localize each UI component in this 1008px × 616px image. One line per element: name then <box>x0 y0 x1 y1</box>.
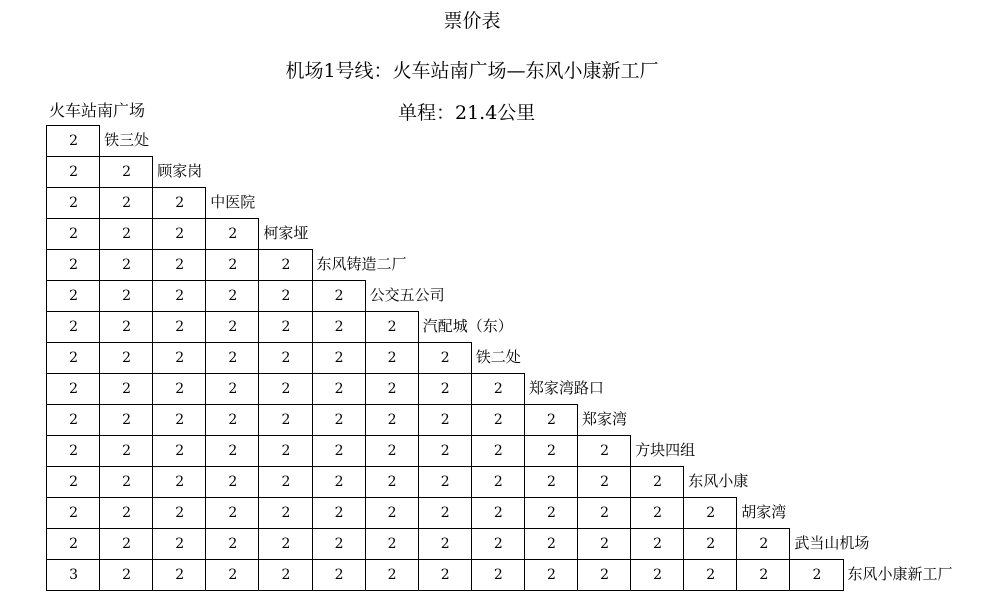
fare-cell: 2 <box>46 311 100 343</box>
fare-cell: 2 <box>99 404 153 436</box>
fare-cell: 2 <box>365 497 419 529</box>
station-label-origin: 火车站南广场 <box>49 101 146 120</box>
fare-cell: 2 <box>258 311 312 343</box>
route-name: 机场1号线：火车站南广场—东风小康新工厂 <box>285 60 659 82</box>
fare-cell: 2 <box>683 497 737 529</box>
fare-cell: 2 <box>471 497 525 529</box>
fare-cell: 2 <box>205 280 259 312</box>
fare-cell: 2 <box>152 435 206 467</box>
fare-cell: 2 <box>205 373 259 405</box>
fare-cell: 2 <box>258 404 312 436</box>
fare-cell: 2 <box>46 187 100 219</box>
fare-cell: 2 <box>312 528 366 560</box>
fare-cell: 2 <box>418 497 472 529</box>
fare-cell: 2 <box>152 373 206 405</box>
fare-cell: 2 <box>365 342 419 374</box>
fare-cell: 2 <box>577 466 631 498</box>
fare-cell: 2 <box>418 342 472 374</box>
fare-cell: 2 <box>258 249 312 281</box>
fare-cell: 2 <box>365 466 419 498</box>
station-label: 东风小康新工厂 <box>843 559 953 591</box>
fare-cell: 2 <box>46 218 100 250</box>
station-label: 东风小康 <box>683 466 748 497</box>
fare-cell: 2 <box>258 280 312 312</box>
fare-cell: 2 <box>46 435 100 467</box>
fare-cell: 2 <box>365 404 419 436</box>
station-label: 公交五公司 <box>365 280 445 311</box>
station-label: 柯家垭 <box>258 218 308 249</box>
fare-cell: 2 <box>99 187 153 219</box>
fare-cell: 2 <box>152 249 206 281</box>
fare-cell: 2 <box>152 528 206 560</box>
fare-cell: 2 <box>524 559 578 591</box>
fare-cell: 2 <box>258 342 312 374</box>
fare-cell: 2 <box>99 466 153 498</box>
station-label: 东风铸造二厂 <box>312 249 407 280</box>
fare-cell: 2 <box>205 559 259 591</box>
fare-cell: 2 <box>471 528 525 560</box>
fare-cell: 2 <box>205 466 259 498</box>
fare-cell: 2 <box>99 311 153 343</box>
fare-cell: 2 <box>365 528 419 560</box>
fare-cell: 2 <box>258 559 312 591</box>
fare-cell: 2 <box>312 373 366 405</box>
fare-cell: 2 <box>471 404 525 436</box>
fare-cell: 2 <box>365 311 419 343</box>
fare-cell: 2 <box>524 466 578 498</box>
fare-cell: 2 <box>471 435 525 467</box>
fare-cell: 2 <box>524 404 578 436</box>
fare-cell: 2 <box>152 280 206 312</box>
fare-cell: 2 <box>99 249 153 281</box>
fare-cell: 2 <box>152 559 206 591</box>
fare-cell: 2 <box>258 466 312 498</box>
fare-cell: 2 <box>630 559 684 591</box>
fare-cell: 2 <box>152 187 206 219</box>
fare-cell: 2 <box>365 373 419 405</box>
fare-cell: 2 <box>258 373 312 405</box>
fare-cell: 2 <box>205 528 259 560</box>
fare-cell: 2 <box>683 528 737 560</box>
fare-cell: 2 <box>524 528 578 560</box>
fare-cell: 2 <box>46 373 100 405</box>
fare-cell: 2 <box>312 435 366 467</box>
fare-cell: 2 <box>312 466 366 498</box>
fare-cell: 3 <box>46 559 100 591</box>
fare-cell: 2 <box>205 435 259 467</box>
fare-cell: 2 <box>46 280 100 312</box>
fare-cell: 2 <box>630 466 684 498</box>
fare-cell: 2 <box>46 528 100 560</box>
fare-cell: 2 <box>99 373 153 405</box>
station-label: 郑家湾路口 <box>524 373 604 404</box>
fare-cell: 2 <box>312 559 366 591</box>
fare-cell: 2 <box>471 373 525 405</box>
fare-cell: 2 <box>152 218 206 250</box>
station-label: 武当山机场 <box>789 528 869 559</box>
station-label: 顾家岗 <box>152 156 202 187</box>
fare-cell: 2 <box>46 249 100 281</box>
station-label: 铁三处 <box>99 125 149 156</box>
fare-cell: 2 <box>524 435 578 467</box>
fare-cell: 2 <box>418 435 472 467</box>
fare-cell: 2 <box>46 466 100 498</box>
fare-cell: 2 <box>258 435 312 467</box>
fare-cell: 2 <box>152 342 206 374</box>
fare-cell: 2 <box>418 466 472 498</box>
distance-label: 单程：21.4公里 <box>398 102 536 124</box>
fare-cell: 2 <box>99 528 153 560</box>
fare-cell: 2 <box>99 559 153 591</box>
fare-cell: 2 <box>99 342 153 374</box>
fare-cell: 2 <box>312 280 366 312</box>
fare-cell: 2 <box>205 342 259 374</box>
fare-cell: 2 <box>312 497 366 529</box>
fare-cell: 2 <box>152 497 206 529</box>
station-label: 方块四组 <box>630 435 695 466</box>
fare-cell: 2 <box>471 559 525 591</box>
fare-cell: 2 <box>46 404 100 436</box>
fare-cell: 2 <box>577 559 631 591</box>
fare-cell: 2 <box>152 404 206 436</box>
fare-cell: 2 <box>46 342 100 374</box>
fare-cell: 2 <box>99 156 153 188</box>
fare-cell: 2 <box>152 311 206 343</box>
fare-cell: 2 <box>205 311 259 343</box>
fare-cell: 2 <box>736 559 790 591</box>
fare-cell: 2 <box>630 497 684 529</box>
fare-cell: 2 <box>99 497 153 529</box>
fare-cell: 2 <box>205 497 259 529</box>
fare-cell: 2 <box>577 435 631 467</box>
fare-cell: 2 <box>524 497 578 529</box>
fare-cell: 2 <box>205 218 259 250</box>
fare-cell: 2 <box>312 342 366 374</box>
station-label: 中医院 <box>205 187 255 218</box>
fare-cell: 2 <box>152 466 206 498</box>
fare-cell: 2 <box>205 404 259 436</box>
fare-cell: 2 <box>312 404 366 436</box>
fare-cell: 2 <box>418 528 472 560</box>
fare-cell: 2 <box>418 373 472 405</box>
fare-cell: 2 <box>99 280 153 312</box>
fare-cell: 2 <box>365 559 419 591</box>
page-title: 票价表 <box>443 10 501 32</box>
station-label: 铁二处 <box>471 342 521 373</box>
fare-cell: 2 <box>365 435 419 467</box>
station-label: 汽配城（东） <box>418 311 513 342</box>
fare-cell: 2 <box>258 528 312 560</box>
fare-cell: 2 <box>205 249 259 281</box>
fare-cell: 2 <box>99 435 153 467</box>
fare-cell: 2 <box>789 559 843 591</box>
fare-cell: 2 <box>630 528 684 560</box>
fare-cell: 2 <box>577 528 631 560</box>
fare-cell: 2 <box>46 156 100 188</box>
fare-cell: 2 <box>683 559 737 591</box>
station-label: 郑家湾 <box>577 404 627 435</box>
station-label: 胡家湾 <box>736 497 786 528</box>
fare-cell: 2 <box>418 559 472 591</box>
fare-cell: 2 <box>418 404 472 436</box>
fare-cell: 2 <box>46 125 100 157</box>
fare-cell: 2 <box>736 528 790 560</box>
fare-cell: 2 <box>577 497 631 529</box>
fare-cell: 2 <box>312 311 366 343</box>
fare-cell: 2 <box>46 497 100 529</box>
fare-cell: 2 <box>258 497 312 529</box>
fare-cell: 2 <box>99 218 153 250</box>
fare-cell: 2 <box>471 466 525 498</box>
